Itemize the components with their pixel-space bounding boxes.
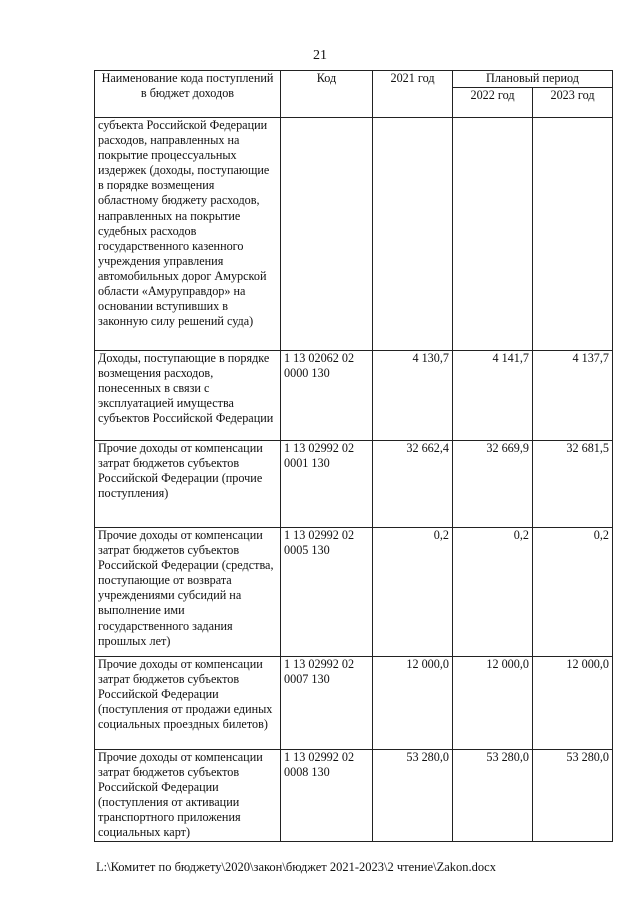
row-value-2023: 32 681,5 bbox=[533, 441, 613, 528]
row-value-2022: 0,2 bbox=[453, 528, 533, 657]
row-value-2021: 0,2 bbox=[373, 528, 453, 657]
header-row-1 bbox=[95, 71, 613, 88]
row-value-2023: 4 137,7 bbox=[533, 351, 613, 441]
table-row bbox=[95, 528, 613, 657]
row-value-2021: 32 662,4 bbox=[373, 441, 453, 528]
row-code: 1 13 02992 02 0001 130 bbox=[281, 441, 373, 528]
row-value-2021: 4 130,7 bbox=[373, 351, 453, 441]
header-year-2023: 2023 год bbox=[533, 88, 613, 118]
file-path-footer: L:\Комитет по бюджету\2020\закон\бюджет 2021-2023\2 чтение\Zakon.docx bbox=[96, 860, 496, 874]
header-year-2022: 2022 год bbox=[453, 88, 533, 118]
row-name: Прочие доходы от компенсации затрат бюджетов субъектов Российской Федерации (прочие поступления) bbox=[95, 441, 281, 528]
row-name: Прочие доходы от компенсации затрат бюджетов субъектов Российской Федерации (поступления от продажи единых социальных проездных билетов) bbox=[95, 657, 281, 750]
row-name: Прочие доходы от компенсации затрат бюджетов субъектов Российской Федерации (поступления от активации транспортного приложения социальных карт) bbox=[95, 750, 281, 842]
row-value-2021: 53 280,0 bbox=[373, 750, 453, 842]
row-value-2022: 53 280,0 bbox=[453, 750, 533, 842]
row-value-2023: 53 280,0 bbox=[533, 750, 613, 842]
row-code: 1 13 02062 02 0000 130 bbox=[281, 351, 373, 441]
row-value-2023: 12 000,0 bbox=[533, 657, 613, 750]
row-value-2023 bbox=[533, 118, 613, 351]
header-code: Код bbox=[281, 71, 373, 118]
row-value-2022: 32 669,9 bbox=[453, 441, 533, 528]
row-code bbox=[281, 118, 373, 351]
table-row bbox=[95, 750, 613, 842]
row-name: Прочие доходы от компенсации затрат бюджетов субъектов Российской Федерации (средства, поступающие от возврата учреждениями субсидий на выполнение ими государственного задания прошлых лет) bbox=[95, 528, 281, 657]
row-value-2021: 12 000,0 bbox=[373, 657, 453, 750]
table-row bbox=[95, 118, 613, 351]
row-code: 1 13 02992 02 0007 130 bbox=[281, 657, 373, 750]
row-value-2023: 0,2 bbox=[533, 528, 613, 657]
header-year-2021: 2021 год bbox=[373, 71, 453, 118]
page-number: 21 bbox=[313, 48, 327, 63]
row-value-2022 bbox=[453, 118, 533, 351]
row-name: субъекта Российской Федерации расходов, направленных на покрытие процессуальных издержек (доходы, поступающие в порядке возмещения областному бюджету расходов, направленных на покрытие судебных расходов государственного казенного учреждения управления автомобильных дорог Амурской области «Амуруправдор» на основании вступивших в законную силу решений суда) bbox=[95, 118, 281, 351]
header-name: Наименование кода поступлений в бюджет доходов bbox=[95, 71, 281, 118]
row-value-2022: 12 000,0 bbox=[453, 657, 533, 750]
row-value-2021 bbox=[373, 118, 453, 351]
table-row bbox=[95, 441, 613, 528]
table-row bbox=[95, 657, 613, 750]
row-name: Доходы, поступающие в порядке возмещения расходов, понесенных в связи с эксплуатацией имущества субъектов Российской Федерации bbox=[95, 351, 281, 441]
row-code: 1 13 02992 02 0008 130 bbox=[281, 750, 373, 842]
revenue-table bbox=[94, 70, 613, 842]
table-row bbox=[95, 351, 613, 441]
row-code: 1 13 02992 02 0005 130 bbox=[281, 528, 373, 657]
header-planned-period: Плановый период bbox=[453, 71, 613, 88]
row-value-2022: 4 141,7 bbox=[453, 351, 533, 441]
